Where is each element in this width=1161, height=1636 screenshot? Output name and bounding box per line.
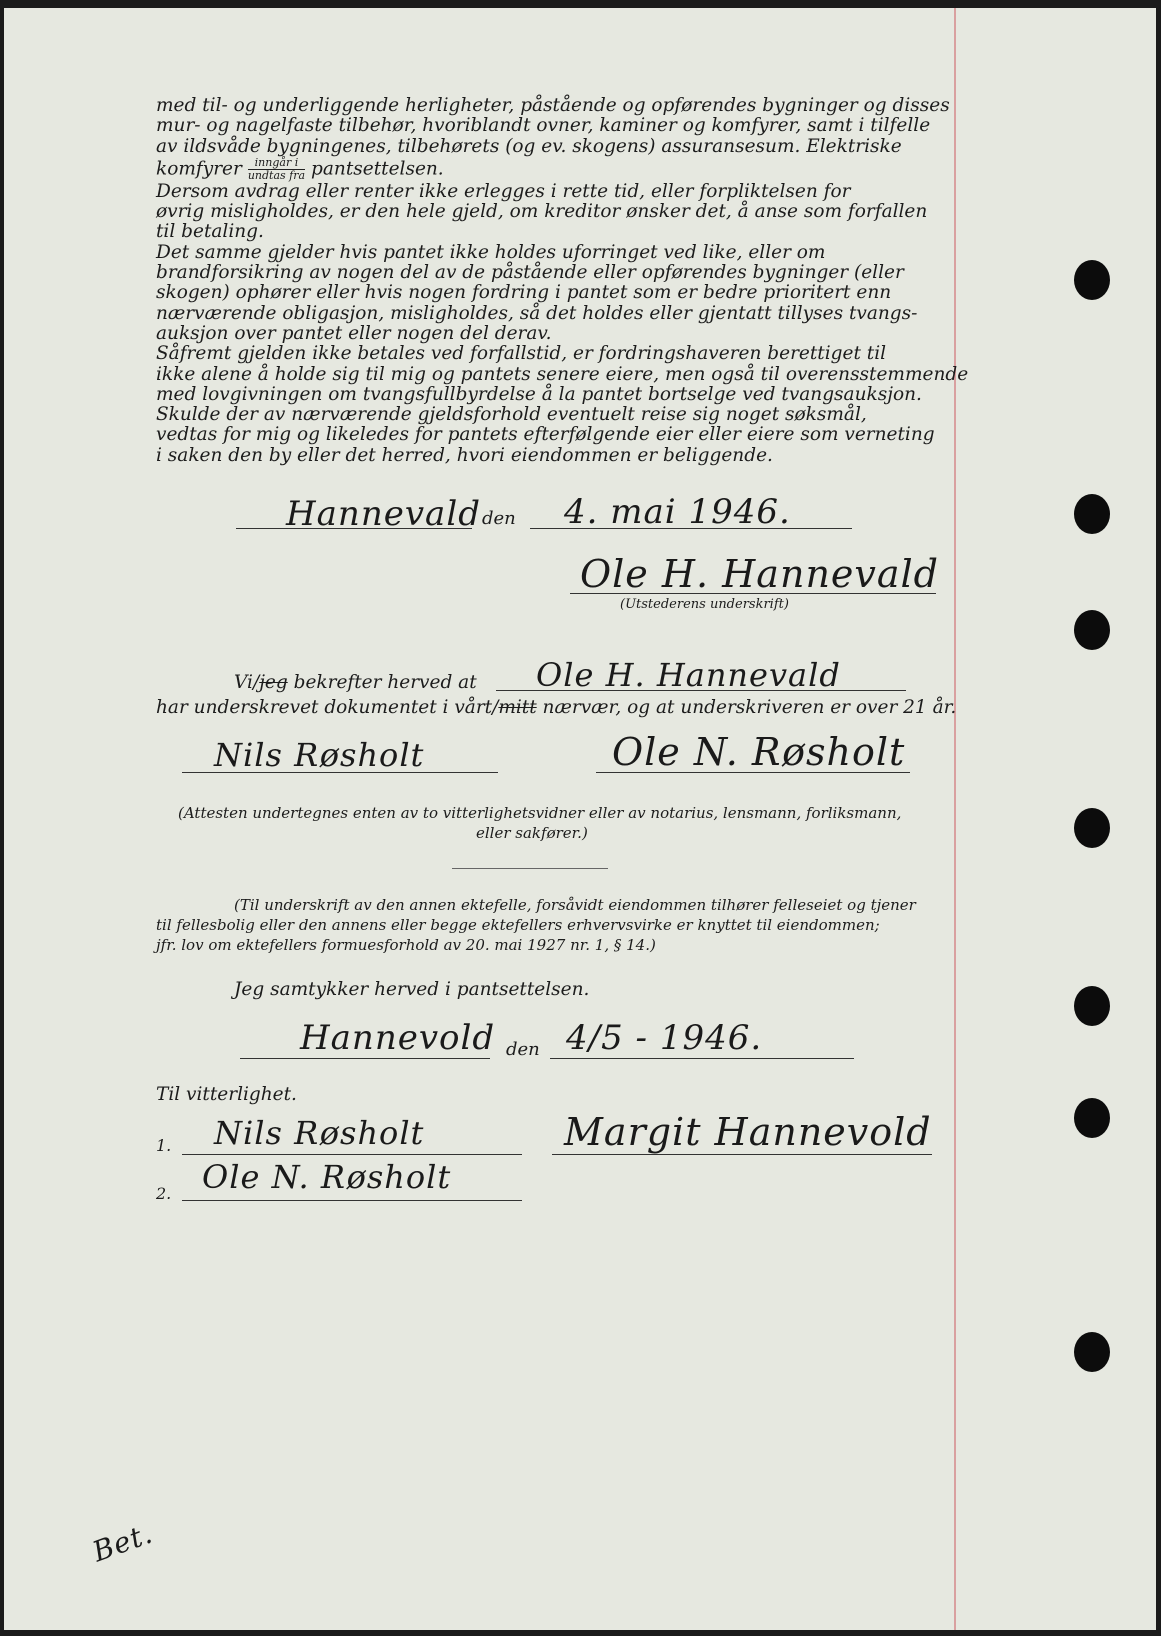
signer-name-line	[496, 690, 906, 691]
den-label-1: den	[482, 508, 516, 529]
mitt-struck-text: mitt	[498, 697, 537, 718]
handwritten-witness-2: Ole N. Røsholt	[612, 730, 906, 774]
attestation-statement	[156, 697, 956, 718]
handwritten-issuer-signature: Ole H. Hannevald	[580, 552, 940, 596]
jeg-struck-text: jeg	[259, 672, 288, 693]
attestation-note-2: eller sakfører.)	[476, 824, 588, 842]
punch-hole-6	[1074, 1098, 1110, 1138]
body-line: brandforsikring av nogen del av de påstående eller opførendes bygninger (eller	[156, 262, 904, 284]
fraction-numerator: inngår i	[248, 157, 305, 170]
vi-text: Vi/	[234, 672, 260, 693]
place-line-1	[236, 528, 472, 529]
spouse-signature-line	[552, 1154, 932, 1155]
handwritten-consent-witness-2: Ole N. Røsholt	[202, 1158, 452, 1196]
punch-hole-4	[1074, 808, 1110, 848]
handwritten-place-1: Hannevald	[286, 494, 481, 534]
body-line: vedtas for mig og likeledes for pantets efterfølgende eier eller eiere som verneting	[156, 424, 935, 446]
den-label-2: den	[506, 1039, 540, 1060]
handwritten-date-2: 4/5 - 1946.	[566, 1018, 763, 1058]
body-line	[156, 157, 968, 182]
attest-text: bekrefter herved at	[287, 672, 477, 693]
place-line-2	[240, 1058, 490, 1059]
body-line: skogen) ophører eller hvis nogen fordring i pantet som er bedre prioritert enn	[156, 282, 892, 304]
witness-number-1: 1.	[156, 1136, 172, 1155]
body-line: til betaling.	[156, 221, 264, 243]
body-line: mur- og nagelfaste tilbehør, hvoriblandt ovner, kaminer og komfyrer, samt i tilfelle	[156, 115, 931, 137]
body-line: nærværende obligasjon, misligholdes, så det holdes eller gjentatt tillyses tvangs-	[156, 302, 918, 324]
spouse-note-2: til fellesbolig eller den annens eller begge ektefellers erhvervsvirke er knyttet til eiendommen;	[156, 916, 880, 934]
handwritten-consent-witness-1: Nils Røsholt	[214, 1114, 425, 1152]
body-line: med lovgivningen om tvangsfullbyrdelse å la pantet bortselge ved tvangsauksjon.	[156, 383, 922, 405]
spouse-note-3: jfr. lov om ektefellers formuesforhold av 20. mai 1927 nr. 1, § 14.)	[156, 936, 656, 954]
body-line: Dersom avdrag eller renter ikke erlegges i rette tid, eller forpliktelsen for	[156, 180, 851, 202]
punch-hole-1	[1074, 260, 1110, 300]
punch-hole-2	[1074, 494, 1110, 534]
attest-text: har underskrevet dokumentet i vårt/	[156, 697, 499, 718]
handwritten-margin-mark: Bet.	[88, 1516, 158, 1569]
witness-number-2: 2.	[156, 1184, 172, 1203]
body-line: ikke alene å holde sig til mig og pantets senere eiere, men også til overensstemmende	[156, 363, 969, 385]
witness-heading: Til vitterlighet.	[156, 1084, 297, 1105]
body-line: med til- og underliggende herligheter, påstående og opførendes bygninger og disses	[156, 95, 950, 116]
body-line: øvrig misligholdes, er den hele gjeld, om kreditor ønsker det, å anse som forfallen	[156, 201, 928, 223]
issuer-signature-line	[570, 593, 936, 594]
consent-statement: Jeg samtykker herved i pantsettelsen.	[234, 979, 590, 1000]
witness-line-1	[182, 772, 498, 773]
attest-text: nærvær, og at underskriveren er over 21 år.	[536, 697, 957, 718]
body-text-fragment: komfyrer	[156, 158, 242, 180]
spouse-note-1: (Til underskrift av den annen ektefelle, forsåvidt eiendommen tilhører felleseiet og tjener	[234, 896, 916, 914]
attestation-intro	[234, 672, 477, 693]
issuer-signature-caption: (Utstederens underskrift)	[620, 597, 789, 612]
body-text-fragment: pantsettelsen.	[311, 158, 444, 180]
handwritten-place-2: Hannevold	[300, 1018, 496, 1058]
body-line: auksjon over pantet eller nogen del derav.	[156, 322, 552, 344]
separator-rule	[452, 868, 608, 869]
punch-hole-7	[1074, 1332, 1110, 1372]
body-line: Såfremt gjelden ikke betales ved forfallstid, er fordringshaveren berettiget til	[156, 343, 887, 365]
body-line: Det samme gjelder hvis pantet ikke holdes uforringet ved like, eller om	[156, 241, 826, 263]
consent-witness-line-1	[182, 1154, 522, 1155]
consent-witness-line-2	[182, 1200, 522, 1201]
handwritten-signer-name: Ole H. Hannevald	[536, 656, 841, 694]
attestation-note-1: (Attesten undertegnes enten av to vitterlighetsvidner eller av notarius, lensmann, forliksmann,	[178, 804, 902, 822]
body-line: av ildsvåde bygningenes, tilbehørets (og ev. skogens) assuransesum. Elektriske	[156, 135, 902, 157]
body-line: Skulde der av nærværende gjeldsforhold eventuelt reise sig noget søksmål,	[156, 404, 867, 426]
fraction-denominator: undtas fra	[247, 168, 306, 182]
handwritten-witness-1: Nils Røsholt	[214, 736, 425, 774]
date-line-2	[550, 1058, 854, 1059]
date-line-1	[530, 528, 852, 529]
punch-hole-3	[1074, 610, 1110, 650]
main-body-text	[156, 96, 968, 466]
fraction-inngar-undtas	[248, 157, 305, 182]
handwritten-date-1: 4. mai 1946.	[564, 492, 791, 532]
handwritten-spouse-signature: Margit Hannevold	[564, 1110, 932, 1154]
witness-line-2	[596, 772, 910, 773]
body-line: i saken den by eller det herred, hvori eiendommen er beliggende.	[156, 444, 773, 466]
punch-hole-5	[1074, 986, 1110, 1026]
document-page	[4, 8, 1156, 1630]
